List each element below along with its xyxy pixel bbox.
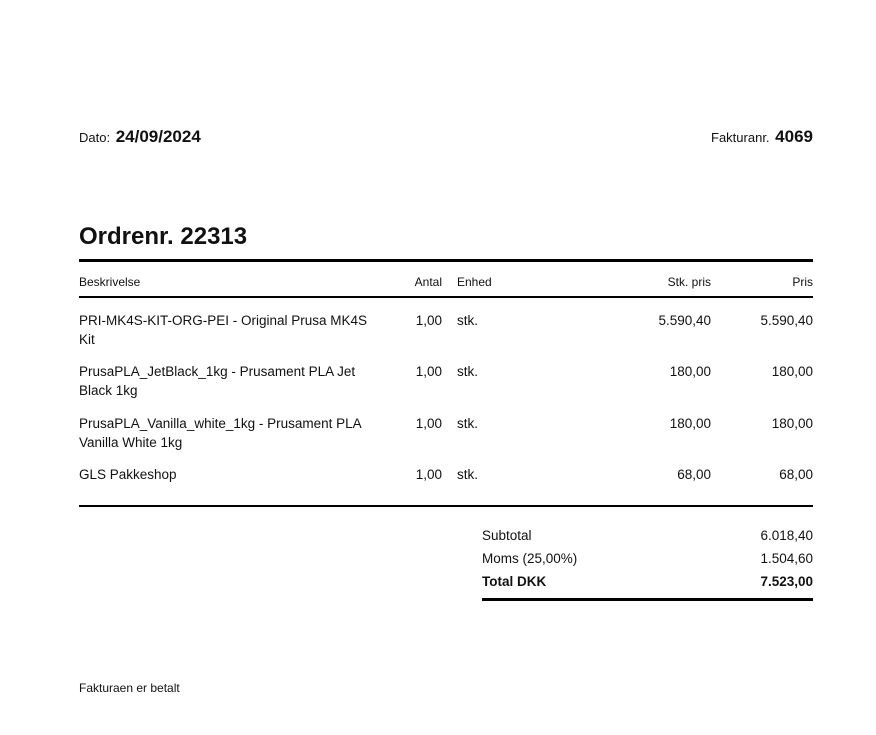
invoice-number [711, 127, 813, 147]
column-header-unit: Enhed [457, 275, 492, 289]
row-unit-price: 68,00 [677, 467, 711, 482]
subtotal-value: 6.018,40 [760, 528, 813, 543]
invoice-date [79, 127, 201, 147]
row-price: 68,00 [779, 467, 813, 482]
date-value: 24/09/2024 [115, 127, 201, 146]
table-row [0, 311, 876, 355]
row-price: 5.590,40 [760, 313, 813, 328]
row-unit: stk. [457, 364, 479, 379]
row-price: 180,00 [771, 364, 813, 379]
column-header-unit-price: Stk. pris [667, 275, 711, 289]
vat-label: Moms (25,00%) [482, 551, 578, 566]
table-row [0, 414, 876, 458]
column-header-description: Beskrivelse [79, 275, 141, 289]
row-price: 180,00 [771, 416, 813, 431]
table-row [0, 465, 876, 509]
row-description: PrusaPLA_Vanilla_white_1kg - Prusament PLA Vanilla White 1kg [79, 416, 361, 450]
row-description: PRI-MK4S-KIT-ORG-PEI - Original Prusa MK4S Kit [79, 313, 368, 347]
payment-status-note: Fakturaen er betalt [79, 681, 180, 695]
totals-rule [482, 598, 813, 601]
row-quantity: 1,00 [415, 416, 442, 431]
row-unit-price: 180,00 [669, 364, 711, 379]
table-row [0, 362, 876, 406]
row-description: PrusaPLA_JetBlack_1kg - Prusament PLA Jet Black 1kg [79, 364, 356, 398]
subtotal-label: Subtotal [482, 528, 532, 543]
row-unit: stk. [457, 416, 479, 431]
column-header-price: Pris [792, 275, 813, 289]
row-unit: stk. [457, 467, 479, 482]
row-quantity: 1,00 [415, 313, 442, 328]
total-value: 7.523,00 [760, 574, 813, 589]
row-quantity: 1,00 [415, 364, 442, 379]
total-label: Total DKK [482, 574, 547, 589]
column-header-quantity: Antal [414, 275, 442, 289]
table-header-rule [79, 296, 813, 298]
table-top-rule [79, 259, 813, 262]
invoice-number-value: 4069 [775, 127, 813, 146]
row-unit-price: 180,00 [669, 416, 711, 431]
order-title: Ordrenr. 22313 [79, 223, 248, 250]
invoice-number-label: Fakturanr. [711, 130, 770, 145]
row-quantity: 1,00 [415, 467, 442, 482]
row-description: GLS Pakkeshop [79, 467, 177, 482]
row-unit: stk. [457, 313, 479, 328]
row-unit-price: 5.590,40 [658, 313, 711, 328]
date-label: Dato: [79, 130, 111, 145]
vat-value: 1.504,60 [760, 551, 813, 566]
table-bottom-rule [79, 505, 813, 507]
